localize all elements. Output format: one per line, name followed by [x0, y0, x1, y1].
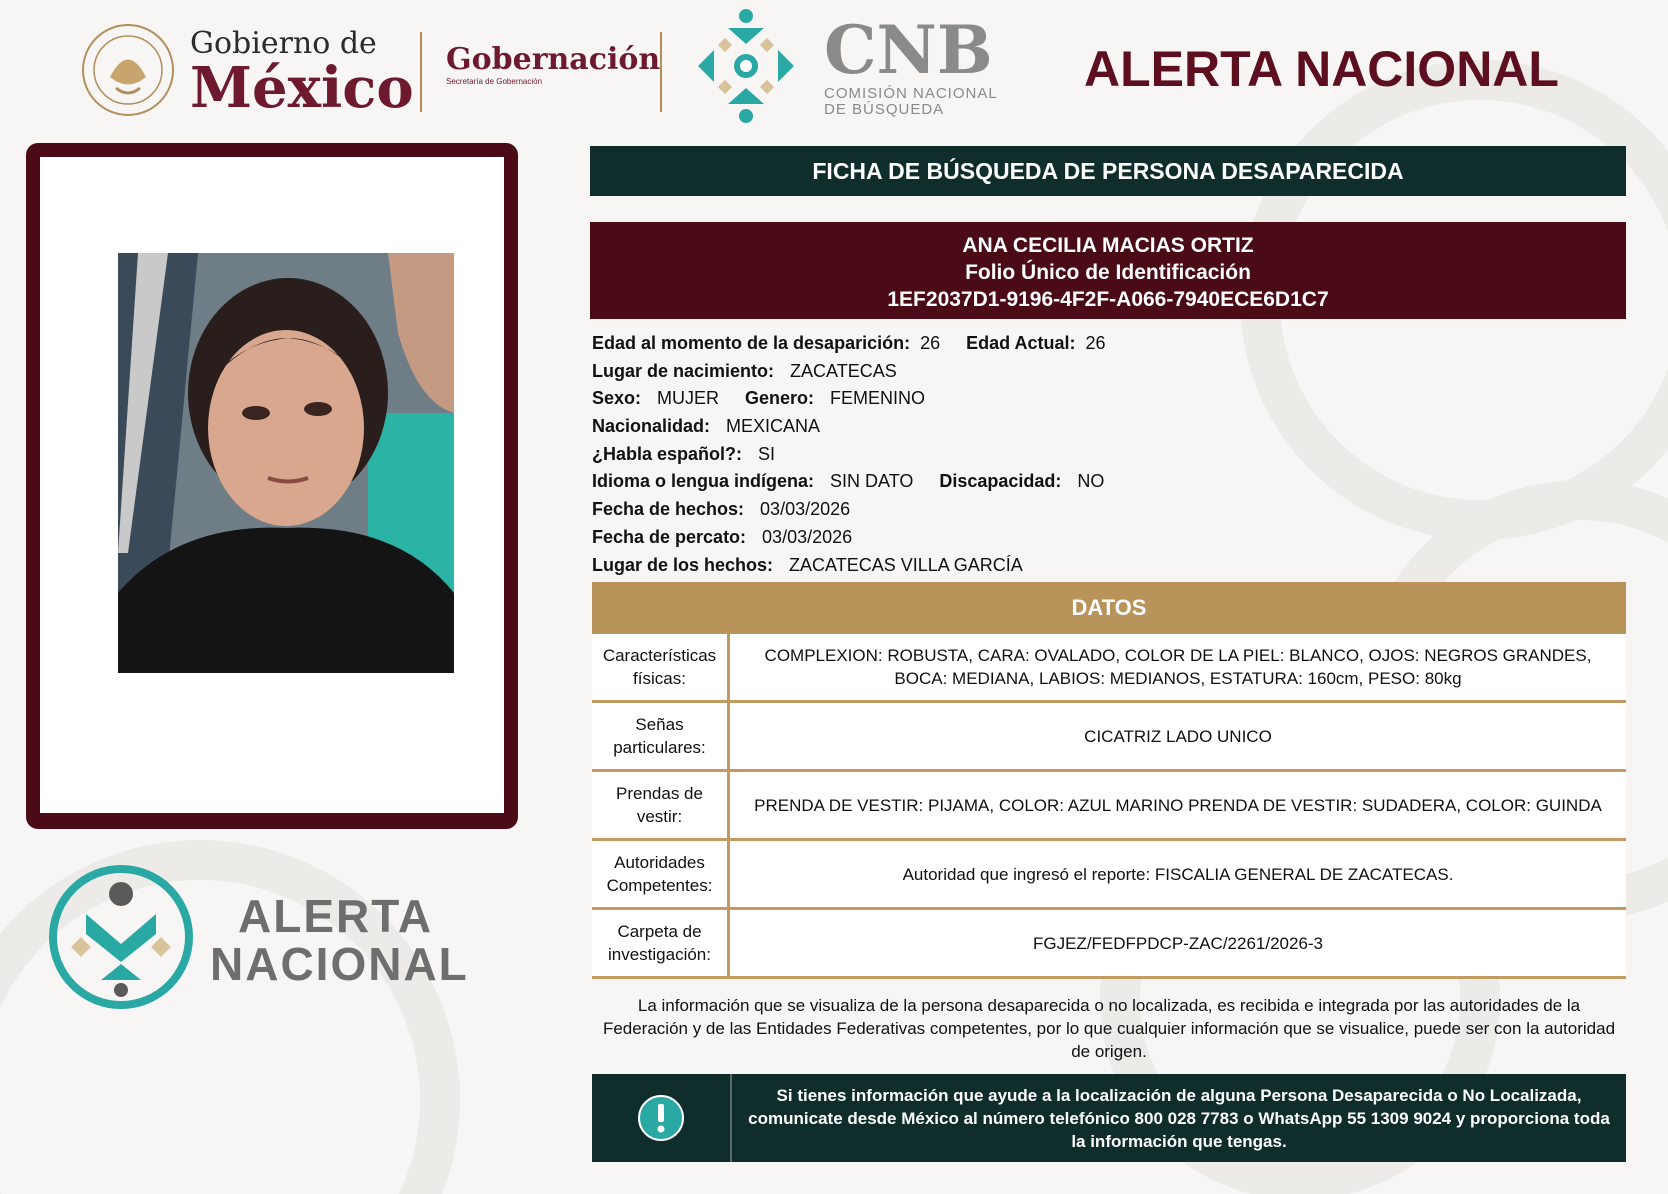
habla-espanol-value: SI: [758, 443, 776, 464]
fecha-hechos-value: 03/03/2026: [760, 499, 851, 520]
info-row: [592, 496, 1132, 524]
row-label: Señas particulares:: [592, 703, 730, 769]
nacionalidad-value: MEXICANA: [726, 416, 821, 437]
lugar-hechos-value: ZACATECAS VILLA GARCÍA: [789, 554, 1023, 575]
alerta-nacional-logo-text: [210, 892, 469, 988]
info-row: [592, 524, 1132, 552]
sexo-value: MUJER: [657, 388, 720, 409]
row-value: Autoridad que ingresó el reporte: FISCALIA GENERAL DE ZACATECAS.: [902, 864, 1454, 884]
edad-actual-value: 26: [1085, 333, 1106, 353]
table-row: [592, 703, 1626, 772]
info-row: [592, 385, 1132, 413]
genero-label: Genero:: [745, 388, 815, 409]
gobierno-line2: México: [190, 55, 414, 121]
gobernacion-logo: [446, 42, 660, 86]
edad-desaparicion-value: 26: [920, 333, 941, 353]
exclamation-icon: [637, 1094, 685, 1142]
folio-number: 1EF2037D1-9196-4F2F-A066-7940ECE6D1C7: [887, 288, 1329, 311]
photo-inner: [40, 157, 504, 813]
photo-frame: [26, 143, 518, 829]
idioma-label: Idioma o lengua indígena:: [592, 471, 815, 492]
person-photo: [118, 253, 454, 673]
fecha-hechos-label: Fecha de hechos:: [592, 499, 745, 520]
person-info: [592, 330, 1132, 579]
idioma-value: SIN DATO: [830, 471, 914, 492]
divider: [660, 32, 662, 112]
info-row: [592, 358, 1132, 386]
datos-table: [592, 634, 1626, 979]
datos-header: DATOS: [592, 582, 1626, 634]
header: [0, 0, 1668, 135]
fecha-percato-label: Fecha de percato:: [592, 526, 747, 547]
disclaimer-text: La información que se visualiza de la persona desaparecida o no localizada, es recibida e integrada por las autoridades de la Federación y de las Entidades Federativas competentes, por lo que cualquier información que se visualice, puede ser con la autoridad de origen.: [602, 996, 1616, 1061]
table-row: [592, 634, 1626, 703]
info-row: [592, 330, 1132, 358]
gobierno-line1: Gobierno de: [190, 26, 377, 61]
cnb-acronym: CNB: [824, 11, 993, 89]
cnb-logo-icon: [684, 4, 808, 128]
gobernacion-subtitle: Secretaría de Gobernación: [446, 77, 543, 86]
table-row: [592, 910, 1626, 979]
row-value: COMPLEXION: ROBUSTA, CARA: OVALADO, COLOR DE LA PIEL: BLANCO, OJOS: NEGROS GRANDES, BOCA: MEDIANA, LABIOS: MEDIANOS, ESTATURA: 160cm, PESO: 80kg: [764, 646, 1592, 688]
mexico-seal-icon: [80, 22, 176, 118]
person-name-box: [590, 222, 1626, 319]
contact-box: [592, 1074, 1626, 1162]
alerta-logo-line1: ALERTA: [238, 890, 434, 942]
cnb-logo-text: [824, 11, 998, 118]
alerta-nacional-heading: ALERTA NACIONAL: [1084, 41, 1559, 97]
table-row: [592, 841, 1626, 910]
edad-actual-label: Edad Actual:: [966, 333, 1076, 353]
info-row: [592, 441, 1132, 469]
row-value: PRENDA DE VESTIR: PIJAMA, COLOR: AZUL MARINO PRENDA DE VESTIR: SUDADERA, COLOR: GUINDA: [754, 795, 1602, 815]
alerta-logo-line2: NACIONAL: [210, 938, 469, 990]
folio-label: Folio Único de Identificación: [965, 261, 1251, 284]
genero-value: FEMENINO: [830, 388, 926, 409]
ficha-title: FICHA DE BÚSQUEDA DE PERSONA DESAPARECIDA: [590, 146, 1626, 196]
lugar-hechos-label: Lugar de los hechos:: [592, 554, 774, 575]
edad-desaparicion-label: Edad al momento de la desaparición:: [592, 333, 911, 353]
alerta-nacional-logo-icon: [46, 862, 196, 1012]
cnb-line1: COMISIÓN NACIONAL: [824, 85, 998, 102]
table-row: [592, 772, 1626, 841]
discapacidad-value: NO: [1077, 471, 1105, 492]
cnb-line2: DE BÚSQUEDA: [824, 101, 945, 118]
nacionalidad-label: Nacionalidad:: [592, 416, 711, 437]
sexo-label: Sexo:: [592, 388, 642, 409]
row-label: Carpeta de investigación:: [592, 910, 730, 976]
row-label: Autoridades Competentes:: [592, 841, 730, 907]
row-value: CICATRIZ LADO UNICO: [1084, 726, 1272, 746]
lugar-nacimiento-label: Lugar de nacimiento:: [592, 360, 775, 381]
row-label: Prendas de vestir:: [592, 772, 730, 838]
gobernacion-title: Gobernación: [446, 42, 661, 77]
row-value: FGJEZ/FEDFPDCP-ZAC/2261/2026-3: [1032, 933, 1324, 953]
info-row: [592, 468, 1132, 496]
contact-icon-cell: [592, 1074, 732, 1162]
lugar-nacimiento-value: ZACATECAS: [790, 360, 897, 381]
row-label: Características físicas:: [592, 634, 730, 700]
discapacidad-label: Discapacidad:: [939, 471, 1062, 492]
info-row: [592, 552, 1132, 580]
habla-espanol-label: ¿Habla español?:: [592, 443, 743, 464]
info-row: [592, 413, 1132, 441]
person-name: ANA CECILIA MACIAS ORTIZ: [962, 234, 1254, 257]
fecha-percato-value: 03/03/2026: [762, 526, 853, 547]
contact-text: Si tienes información que ayude a la localización de alguna Persona Desaparecida o No Localizada, comunicate desde México al número telefónico 800 028 7783 o WhatsApp 55 1309 9024 y proporciona toda la información que tengas.: [748, 1085, 1610, 1151]
divider: [420, 32, 422, 112]
gobierno-logo-text: [190, 26, 414, 121]
